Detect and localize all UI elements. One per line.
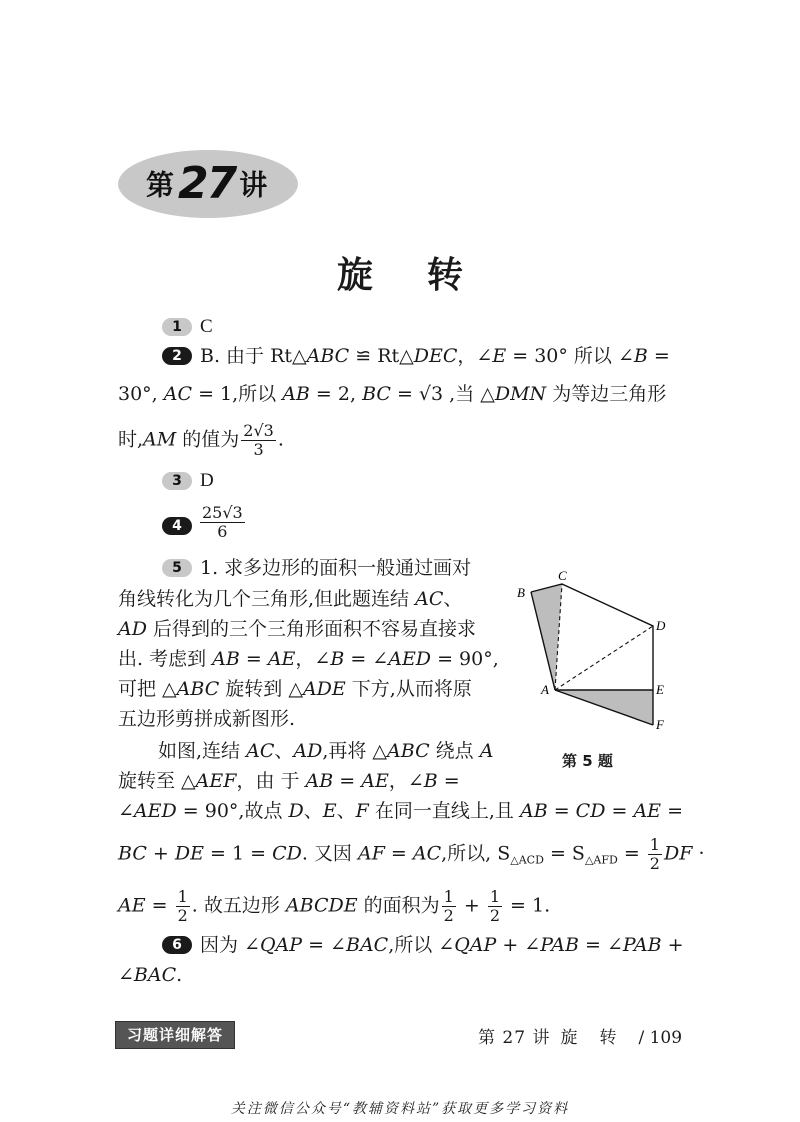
problem-5-line-11: AE = $\frac{1}{2}$ . 故五边形 ABCDE 的面积为 $\frac{1}{2}$ + $\frac{1}{2}$ = 1. (118, 887, 551, 925)
problem-2-line-1: B. 由于 Rt△ABC ≌ Rt△DEC，∠E = 30° 所以 ∠B = (200, 345, 670, 367)
problem-6-line-1: 因为 ∠QAP = ∠BAC,所以 ∠QAP + ∠PAB = ∠PAB + (200, 934, 684, 956)
problem-5-line-1: 1. 求多边形的面积一般通过画对 (200, 557, 472, 579)
problem-5-line-7: 如图,连结 AC、AD,再将 △ABC 绕点 A (158, 740, 494, 762)
problem-5-figure (515, 570, 675, 740)
problem-5-line-3: AD 后得到的三个三角形面积不容易直接求 (118, 618, 477, 640)
fraction: $\frac{1}{2}$ (649, 835, 660, 873)
figure-caption: 第 5 题 (562, 752, 613, 770)
label-b: B (517, 585, 525, 600)
fraction: $\frac{25√3}{6}$ (202, 503, 243, 541)
page-title: 旋转 (336, 254, 517, 296)
fraction: $\frac{1}{2}$ (443, 887, 454, 925)
problem-5-line-5: 可把 △ABC 旋转到 △ADE 下方,从而将原 (118, 678, 472, 700)
label-c: C (558, 570, 567, 583)
problem-number: 1 (162, 318, 192, 336)
problem-5-line-4: 出. 考虑到 AB = AE，∠B = ∠AED = 90°, (118, 648, 499, 670)
problem-number: 4 (162, 517, 192, 535)
fraction: $\frac{2√3}{3}$ (243, 421, 274, 459)
problem-2-line-2: 30°, AC = 1,所以 AB = 2, BC = √3 ,当 △DMN 为等边三角形 (118, 383, 667, 405)
problem-5-line-2: 角线转化为几个三角形,但此题连结 AC、 (118, 588, 463, 610)
lecture-suffix: 讲 (239, 168, 268, 202)
page-number: 109 (649, 1028, 683, 1048)
problem-3-answer: D (200, 470, 214, 491)
problem-1-answer: C (200, 316, 213, 337)
lecture-number: 27 (178, 158, 236, 209)
problem-5-line-10: BC + DE = 1 = CD. 又因 AF = AC,所以, $S_{\triangle ACD} = S_{\triangle AFD}$ = $\frac{1}{2}$ DF · (118, 835, 705, 873)
problem-5-line-6: 五边形剪拼成新图形. (118, 708, 296, 730)
problem-number: 6 (162, 936, 192, 954)
label-f: F (656, 717, 664, 732)
problem-number: 5 (162, 559, 192, 577)
fraction: $\frac{1}{2}$ (177, 887, 188, 925)
problem-6-line-2: ∠BAC. (118, 964, 183, 986)
label-e: E (656, 682, 664, 697)
watermark: 关注微信公众号“教辅资料站”获取更多学习资料 (230, 1101, 570, 1117)
label-d: D (656, 618, 666, 633)
shaded-triangle-abc (531, 584, 562, 690)
label-a: A (541, 682, 549, 697)
footer-section-label: 习题详细解答 (115, 1021, 235, 1049)
lecture-prefix: 第 (146, 168, 175, 202)
problem-4-answer (198, 504, 247, 541)
fraction: $\frac{1}{2}$ (489, 887, 501, 925)
problem-5-line-9: ∠AED = 90°,故点 D、E、F 在同一直线上,且 AB = CD = AE = (118, 800, 683, 822)
problem-2-line-3: 时,AM 的值为 $\frac{2√3}{3}$ . (118, 421, 284, 459)
diagonal-ad (555, 626, 653, 690)
footer-page-info: 第 27 讲 旋转/ 109 (478, 1028, 683, 1048)
problem-number: 2 (162, 347, 192, 365)
lecture-badge (118, 150, 298, 218)
problem-5-line-8: 旋转至 △AEF，由 于 AB = AE，∠B = (118, 770, 460, 792)
problem-number: 3 (162, 472, 192, 490)
